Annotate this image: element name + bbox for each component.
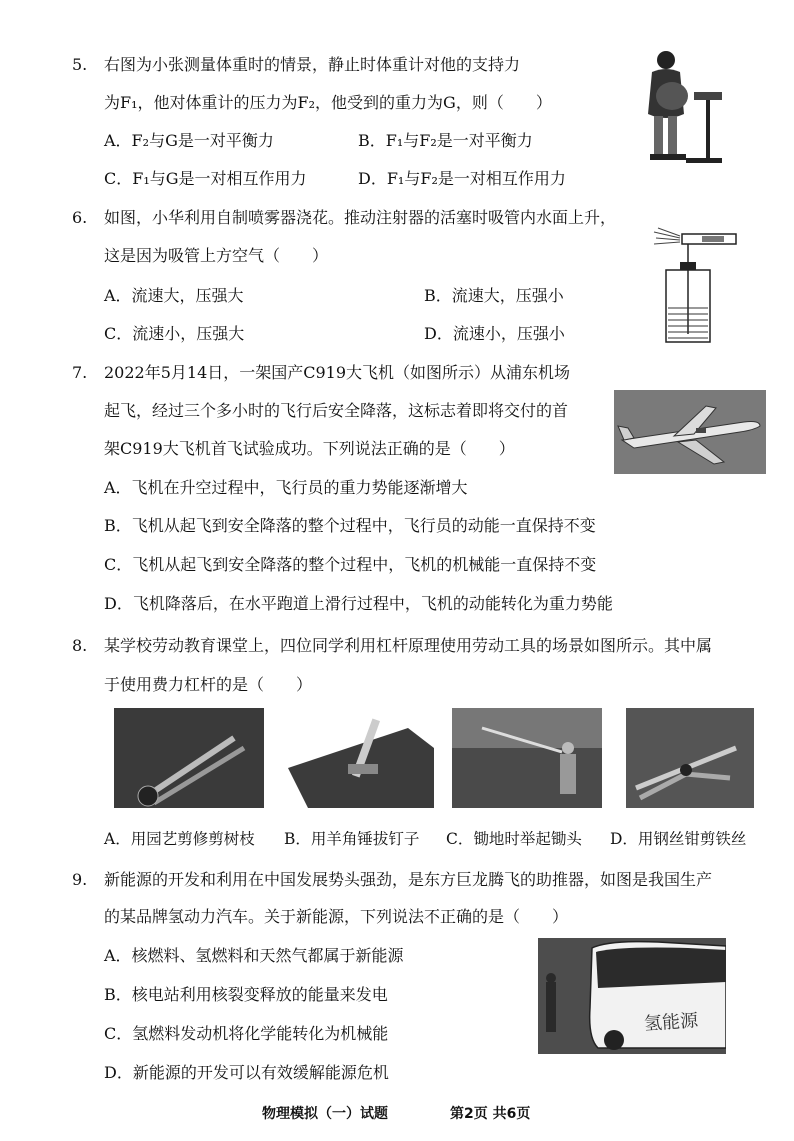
q7-stem-line2: 起飞，经过三个多小时的飞行后安全降落，这标志着即将交付的首 bbox=[104, 401, 569, 420]
q7-option-c: C．飞机从起飞到安全降落的整个过程中，飞机的机械能一直保持不变 bbox=[104, 555, 597, 574]
q5-number: 5. bbox=[72, 55, 88, 74]
q9-option-c: C．氢燃料发动机将化学能转化为机械能 bbox=[104, 1024, 389, 1043]
q8-option-b: B．用羊角锤拔钉子 bbox=[284, 830, 420, 848]
q6-option-d: D．流速小，压强小 bbox=[424, 324, 565, 343]
q7-stem-line3: 架C919大飞机首飞试验成功。下列说法正确的是（ ） bbox=[104, 439, 515, 458]
q9-bus-side-text: 氢能源 bbox=[643, 1010, 699, 1035]
q8-option-c: C．锄地时举起锄头 bbox=[446, 830, 582, 848]
q6-figure-sprayer bbox=[652, 222, 742, 348]
q6-number: 6. bbox=[72, 208, 88, 227]
q9-figure-hydrogen-bus-photo bbox=[538, 938, 726, 1054]
q7-option-d: D．飞机降落后，在水平跑道上滑行过程中，飞机的动能转化为重力势能 bbox=[104, 594, 613, 613]
footer-page-number: 第2页 共6页 bbox=[450, 1106, 531, 1122]
q5-option-d: D．F₁与F₂是一对相互作用力 bbox=[358, 169, 566, 188]
q5-option-b: B．F₁与F₂是一对平衡力 bbox=[358, 131, 533, 150]
q5-stem-line2: 为F₁，他对体重计的压力为F₂，他受到的重力为G，则（ ） bbox=[104, 93, 552, 112]
q7-option-a: A．飞机在升空过程中，飞行员的重力势能逐渐增大 bbox=[104, 478, 468, 497]
q8-stem-line2: 于使用费力杠杆的是（ ） bbox=[104, 675, 313, 694]
q5-figure-person-on-scale bbox=[632, 44, 728, 168]
q9-stem-line2: 的某品牌氢动力汽车。关于新能源，下列说法不正确的是（ ） bbox=[104, 907, 569, 926]
q7-number: 7. bbox=[72, 363, 88, 382]
q7-figure-c919-airplane-photo bbox=[614, 390, 766, 474]
q5-stem-line1: 右图为小张测量体重时的情景，静止时体重计对他的支持力 bbox=[104, 55, 521, 74]
q5-option-c: C．F₁与G是一对相互作用力 bbox=[104, 169, 307, 188]
q9-option-b: B．核电站利用核裂变释放的能量来发电 bbox=[104, 985, 388, 1004]
q6-stem-line1: 如图，小华利用自制喷雾器浇花。推动注射器的活塞时吸管内水面上升， bbox=[104, 208, 617, 227]
q9-stem-line1: 新能源的开发和利用在中国发展势头强劲，是东方巨龙腾飞的助推器，如图是我国生产 bbox=[104, 870, 713, 889]
q5-option-a: A．F₂与G是一对平衡力 bbox=[104, 131, 274, 150]
q8-figure-d-wire-pliers bbox=[626, 708, 754, 808]
q6-option-a: A．流速大，压强大 bbox=[104, 286, 244, 305]
footer-exam-title: 物理模拟（一）试题 bbox=[262, 1106, 388, 1122]
q6-option-b: B．流速大，压强小 bbox=[424, 286, 564, 305]
q9-option-d: D．新能源的开发可以有效缓解能源危机 bbox=[104, 1063, 389, 1082]
q7-option-b: B．飞机从起飞到安全降落的整个过程中，飞行员的动能一直保持不变 bbox=[104, 516, 596, 535]
q9-number: 9. bbox=[72, 870, 88, 889]
q8-number: 8. bbox=[72, 636, 88, 655]
q6-option-c: C．流速小，压强大 bbox=[104, 324, 245, 343]
q6-stem-line2: 这是因为吸管上方空气（ ） bbox=[104, 246, 329, 265]
q8-figure-b-claw-hammer bbox=[288, 708, 434, 808]
q8-figure-a-garden-shears bbox=[114, 708, 264, 808]
q8-figure-c-hoe bbox=[452, 708, 602, 808]
q8-option-d: D．用钢丝钳剪铁丝 bbox=[610, 830, 747, 848]
q7-stem-line1: 2022年5月14日，一架国产C919大飞机（如图所示）从浦东机场 bbox=[104, 363, 571, 382]
q8-option-a: A．用园艺剪修剪树枝 bbox=[104, 830, 255, 848]
q9-option-a: A．核燃料、氢燃料和天然气都属于新能源 bbox=[104, 946, 404, 965]
q8-stem-line1: 某学校劳动教育课堂上，四位同学利用杠杆原理使用劳动工具的场景如图所示。其中属 bbox=[104, 636, 713, 655]
